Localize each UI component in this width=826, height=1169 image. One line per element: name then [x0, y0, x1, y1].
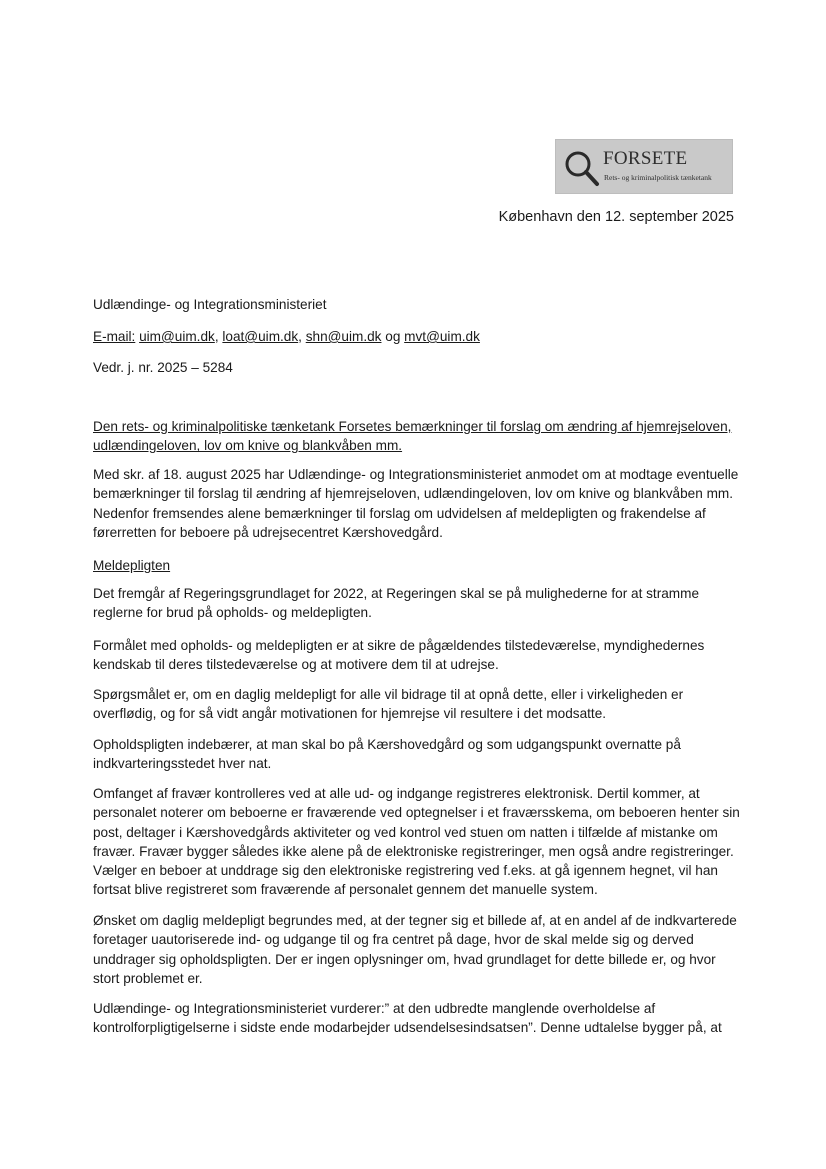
case-reference: Vedr. j. nr. 2025 – 5284 — [93, 360, 233, 375]
body-paragraph — [93, 735, 743, 774]
email-link[interactable]: mvt@uim.dk — [404, 329, 480, 344]
paragraph-text: Ønsket om daglig meldepligt begrundes med, at der tegner sig et billede af, at en andel af de indkvarterede foretager uautoriserede ind- og udgange til og fra centret på dage, hvor de skal melde sig og derved unddrager sig opholdspligten. Der er ingen oplysninger om, hvad grundlaget for dette billede er, og hvor stort problemet er. — [93, 913, 737, 986]
paragraph-text: Det fremgår af Regeringsgrundlaget for 2022, at Regeringen skal se på mulighederne for at stramme reglerne for brud på opholds- og meldepligten. — [93, 586, 700, 621]
paragraph-text: Med skr. af 18. august 2025 har Udlændinge- og Integrationsministeriet anmodet om at modtage eventuelle bemærkninger til forslag til ændring af hjemrejseloven, udlændingeloven, lov om knive og blankvåben mm. Nedenfor fremsendes alene bemærkninger til forslag om udvidelsen af meldepligten og frakendelse af førerretten for beboere på udrejsecentret Kærshovedgård. — [93, 467, 739, 540]
magnifier-icon — [562, 148, 600, 188]
recipient-name: Udlændinge- og Integrationsministeriet — [93, 297, 327, 312]
paragraph-text: Spørgsmålet er, om en daglig meldepligt for alle vil bidrage til at opnå dette, eller i virkeligheden er overflødig, og for så vidt angår motivationen for hjemrejse vil resultere i det modsatte. — [93, 687, 684, 722]
title-text: Den rets- og kriminalpolitiske tænketank Forsetes bemærkninger til forslag om ændring af hjemrejseloven, udlændingeloven, lov om knive og blankvåben mm. — [93, 419, 732, 454]
email-separator: , — [214, 329, 219, 344]
document-title — [93, 417, 743, 456]
section-heading — [93, 556, 743, 575]
recipient-emails — [93, 329, 480, 344]
body-paragraph — [93, 685, 743, 724]
heading-text: Meldepligten — [93, 558, 171, 573]
paragraph-text: Udlændinge- og Integrationsministeriet vurderer:” at den udbredte manglende overholdelse af kontrolforpligtigelserne i sidste ende modarbejder udsendelsesindsatsen”. Denne udtalelse bygger på, at — [93, 1001, 722, 1036]
logo-subtitle: Rets- og kriminalpolitisk tænketank — [604, 173, 712, 182]
email-separator: , — [298, 329, 302, 344]
date-line: København den 12. september 2025 — [498, 209, 734, 225]
forsete-logo — [555, 139, 733, 194]
paragraph-text: Omfanget af fravær kontrolleres ved at alle ud- og indgange registreres elektronisk. Dertil kommer, at personalet noterer om beboerne er fraværende ved optegnelser i et fraværsskema, om beboeren henter sin post, deltager i Kærshovedgårds aktiviteter og ved kontrol ved stuen om natten i tilfælde af mistanke om fravær. Fravær bygger således ikke alene på de elektroniske registreringer, men også andre registreringer. Vælger en beboer at unddrage sig den elektroniske registrering ved f.eks. at gå igennem hegnet, vil han fortsat blive registreret som fraværende af personalet gennem det manuelle system. — [93, 786, 740, 898]
email-label: E-mail: — [93, 329, 136, 344]
body-paragraph — [93, 636, 743, 675]
body-paragraph — [93, 999, 743, 1038]
email-link[interactable]: loat@uim.dk — [222, 329, 299, 344]
email-link[interactable]: uim@uim.dk — [139, 329, 215, 344]
email-link[interactable]: shn@uim.dk — [305, 329, 382, 344]
paragraph-text: Opholdspligten indebærer, at man skal bo på Kærshovedgård og som udgangspunkt overnatte på indkvarteringsstedet hver nat. — [93, 737, 681, 772]
email-conjunction: og — [385, 329, 401, 344]
paragraph-text: Formålet med opholds- og meldepligten er at sikre de pågældendes tilstedeværelse, myndighedernes kendskab til deres tilstedeværelse og at motivere dem til at udrejse. — [93, 638, 705, 673]
logo-title: FORSETE — [603, 148, 688, 169]
body-paragraph — [93, 784, 743, 900]
body-paragraph — [93, 584, 743, 623]
body-paragraph — [93, 911, 743, 988]
intro-paragraph — [93, 465, 743, 542]
